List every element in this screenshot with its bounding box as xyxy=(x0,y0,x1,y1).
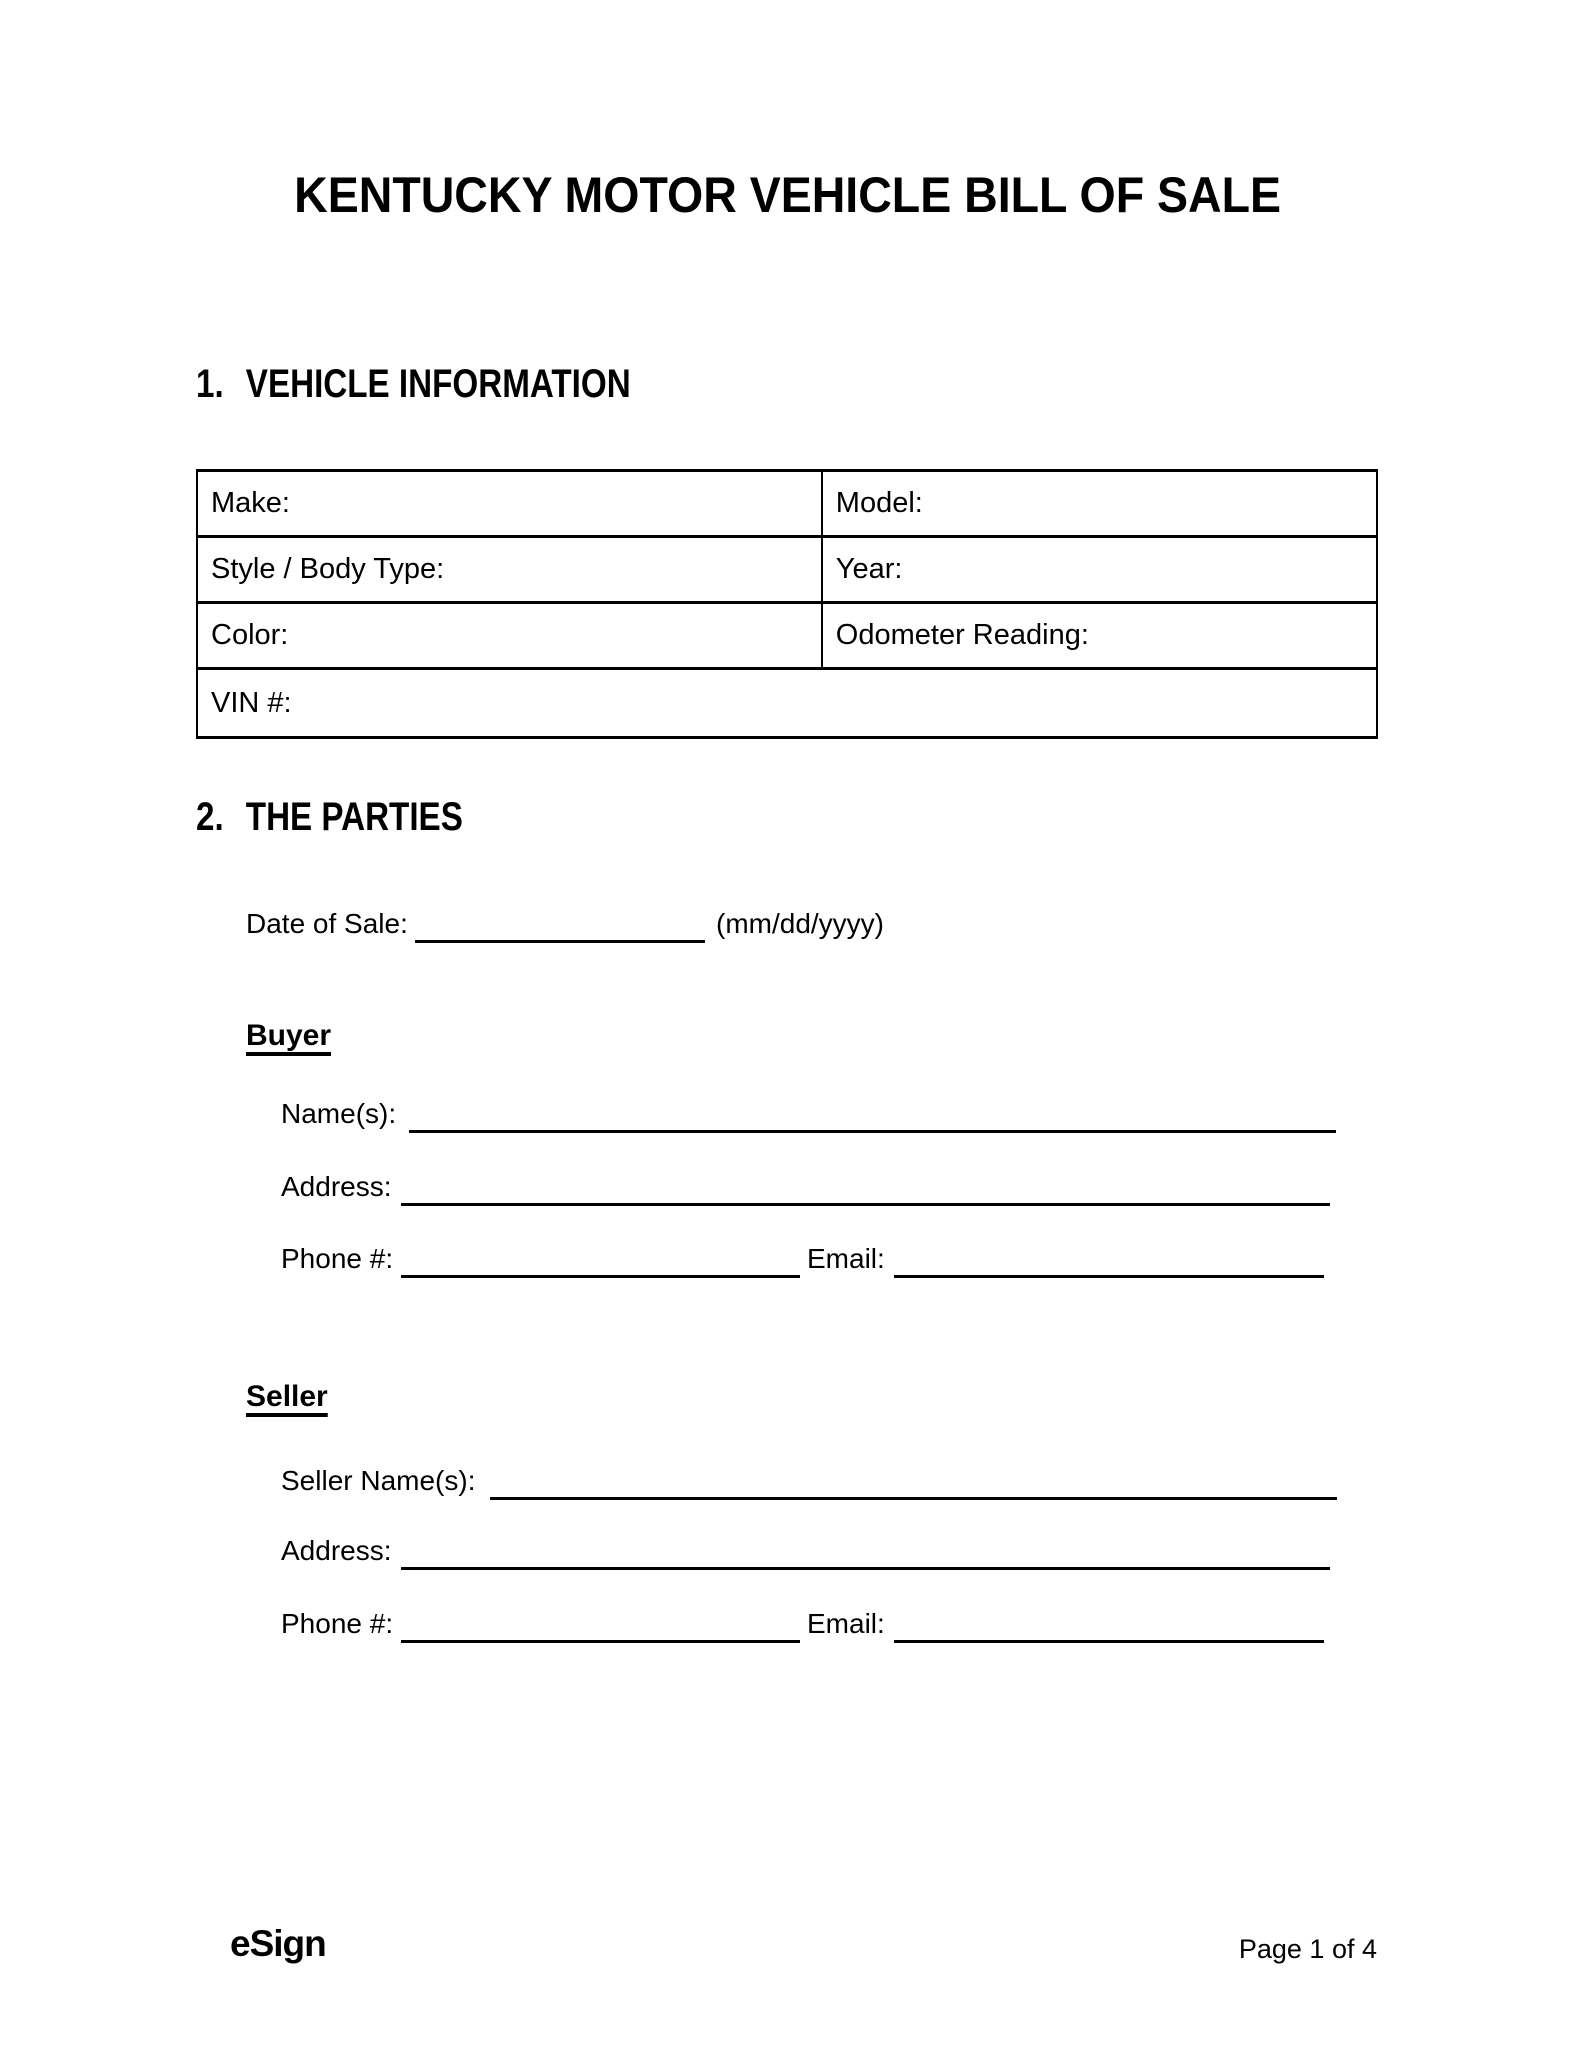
color-field-cell[interactable] xyxy=(197,603,822,669)
page-title-text: KENTUCKY MOTOR VEHICLE BILL OF SALE xyxy=(294,167,1281,223)
buyer-heading: Buyer xyxy=(246,1019,332,1052)
seller-address-label: Address: xyxy=(281,1535,392,1566)
model-label: Model: xyxy=(835,487,923,519)
seller-phone-input-line[interactable] xyxy=(401,1640,800,1643)
page-title xyxy=(0,167,1575,223)
section-2-number: 2. xyxy=(196,795,224,839)
buyer-phone-input-line[interactable] xyxy=(401,1275,800,1278)
date-of-sale-label: Date of Sale: xyxy=(246,908,408,939)
vehicle-info-table xyxy=(196,469,1378,739)
style-body-type-field-cell[interactable] xyxy=(197,537,822,603)
section-1-number: 1. xyxy=(196,362,224,406)
seller-email-input-line[interactable] xyxy=(894,1640,1324,1643)
seller-heading: Seller xyxy=(246,1380,328,1413)
odometer-label: Odometer Reading: xyxy=(835,619,1089,651)
buyer-name-input-line[interactable] xyxy=(409,1130,1336,1133)
date-of-sale-input-line[interactable] xyxy=(415,940,705,943)
buyer-address-label: Address: xyxy=(281,1171,392,1202)
table-row xyxy=(197,603,1377,669)
seller-email-label: Email: xyxy=(807,1608,885,1639)
section-2-title: THE PARTIES xyxy=(245,795,463,839)
page-number-indicator: Page 1 of 4 xyxy=(1238,1934,1377,1964)
buyer-name-label: Name(s): xyxy=(281,1098,397,1129)
year-label: Year: xyxy=(835,553,903,585)
seller-name-input-line[interactable] xyxy=(490,1497,1337,1500)
esign-logo: eSign xyxy=(230,1923,326,1964)
seller-phone-label: Phone #: xyxy=(281,1608,394,1639)
section-2-heading xyxy=(196,797,518,837)
seller-name-label: Seller Name(s): xyxy=(281,1465,476,1496)
make-label: Make: xyxy=(211,487,290,519)
table-row xyxy=(197,471,1377,537)
year-field-cell[interactable] xyxy=(822,537,1377,603)
make-field-cell[interactable] xyxy=(197,471,822,537)
table-row xyxy=(197,537,1377,603)
table-row xyxy=(197,669,1377,738)
buyer-address-input-line[interactable] xyxy=(401,1203,1330,1206)
odometer-field-cell[interactable] xyxy=(822,603,1377,669)
color-label: Color: xyxy=(211,619,289,651)
seller-address-input-line[interactable] xyxy=(401,1567,1330,1570)
buyer-email-input-line[interactable] xyxy=(894,1275,1324,1278)
vin-label: VIN #: xyxy=(211,686,292,719)
model-field-cell[interactable] xyxy=(822,471,1377,537)
buyer-phone-label: Phone #: xyxy=(281,1243,394,1274)
date-format-hint: (mm/dd/yyyy) xyxy=(716,908,884,939)
section-1-title: VEHICLE INFORMATION xyxy=(245,362,631,406)
vin-field-cell[interactable] xyxy=(197,669,1377,738)
buyer-email-label: Email: xyxy=(807,1243,885,1274)
section-1-heading xyxy=(196,364,720,404)
style-body-type-label: Style / Body Type: xyxy=(211,553,445,585)
